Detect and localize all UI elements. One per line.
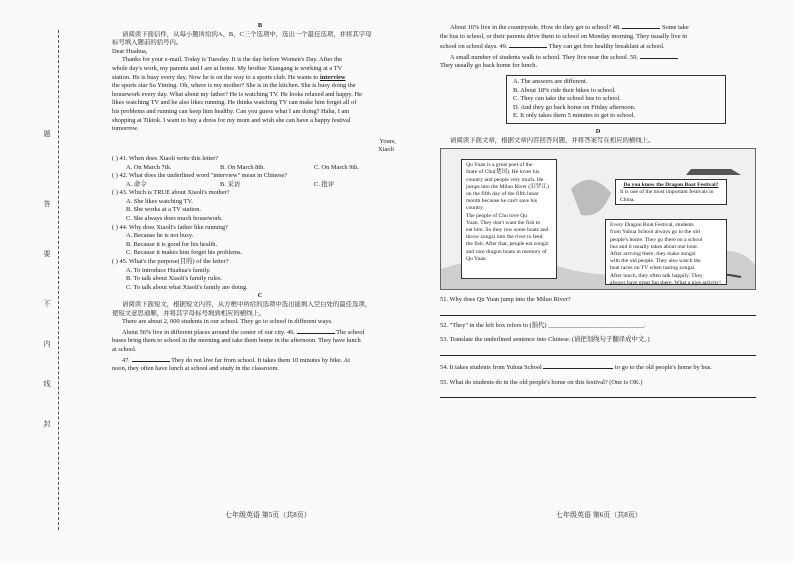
passage-c-cont: A small number of students walk to school. They live near the school. 50. — [440, 52, 756, 63]
instruction-d: 请阅读下面文章，根据文章内容回答问题，并将答案写在相应的横线上。 — [450, 136, 655, 144]
box-line: on the fifth day of the fifth lunar — [466, 190, 539, 197]
letter-line: housework every day. What about my father? He is watching TV. He looks relaxed and happy. He — [112, 90, 362, 98]
box-line: month because he can't save his — [466, 198, 538, 205]
option-box — [506, 75, 726, 124]
letter-line: tomorrow. — [112, 125, 139, 133]
box-line: eat him. So they row some boats and — [466, 226, 549, 233]
dragon-boat-illustration — [440, 148, 756, 290]
option-item: A. The answers are different. — [513, 77, 588, 85]
question-53: 53. Translate the underlined sentence into Chinese. (请把划线句子翻译成中文。) — [440, 336, 650, 344]
box-line: Yuan. They don't want the fish to — [466, 219, 541, 226]
option: B. Because it is good for his health. — [126, 240, 218, 248]
options-41: A. On March 7th. B. On March 8th. C. On March 9th. — [126, 163, 359, 171]
letter-line: likes watching TV and he also likes running. He thinks watching TV can make him forget all of — [112, 99, 357, 107]
box-line: the fish. After that, people eat zongzi — [466, 241, 549, 248]
letter-line: the sports star Su Yiming. Oh, where is my mother? She is in the kitchen. She is busy doing the — [112, 82, 356, 90]
festival-text-box — [605, 219, 727, 285]
box-line: and race dragon boats in memory of — [466, 248, 547, 255]
right-column — [440, 22, 756, 404]
letter-signature: Xiaoli — [378, 146, 394, 154]
passage-c-line: About 56% live in different places around the center of our city. 46. The school — [122, 328, 365, 336]
dragon-boat-title-box — [615, 179, 727, 205]
box-line: boat races on TV when tasting zongzi. — [610, 265, 696, 272]
blank-48[interactable] — [622, 22, 660, 29]
box-line: Every Dragon Boat Festival, students — [610, 222, 694, 229]
qu-yuan-text-box — [461, 159, 557, 279]
letter-line: station. He is busy every day. Now he is on the way to a sports club. He wants to interview — [112, 73, 346, 81]
box-line: bus and it usually takes about one hour. — [610, 243, 699, 250]
box-line: Qu Yuan. — [466, 255, 487, 262]
blank-47[interactable] — [132, 355, 170, 362]
question-51: 51. Why does Qu Yuan jump into the Miluo River? — [440, 296, 571, 304]
cut-line — [58, 30, 59, 530]
options-42: A. 命令 B. 采访 C. 批评 — [126, 180, 335, 188]
question-42: ( ) 42. What does the underlined word "interview" mean in Chinese? — [112, 172, 288, 180]
section-c-heading: C — [257, 292, 263, 300]
passage-c-cont: About 16% live in the countryside. How do they get to school? 48. Some take — [450, 24, 689, 31]
question-45: ( ) 45. What's the purpose(目的) of the letter? — [112, 258, 229, 266]
binding-label-5: 内 — [43, 340, 51, 347]
letter-salutation: Dear Huahua, — [112, 47, 148, 55]
option: A. Because he is not busy. — [126, 232, 194, 240]
question-41: ( ) 41. When does Xiaoli write this letter? — [112, 154, 219, 162]
passage-c-line: 47. They do not live far from school. It takes them 10 minutes by bike. At — [122, 356, 350, 364]
footer-left: 七年级英语 第5页（共8页） — [225, 511, 311, 519]
binding-label-4: 不 — [43, 300, 51, 307]
instruction-c-cont: 使短文意思通顺，并将其字母标号填到相应的横线上。 — [112, 309, 266, 317]
box-line: from Yuhua School always go to the old — [610, 229, 700, 236]
passage-c-line: at school. — [112, 345, 137, 353]
section-b-heading: B — [257, 22, 263, 29]
instruction-b: 请阅读下面信件，从每小题所给的A、B、C三个选项中，选出一个最佳选项，并将其字母 — [122, 30, 372, 38]
question-54: 54. It takes students from Yuhua School to go to the old people's home by bus. — [440, 363, 712, 371]
question-52: 52. "They" in the left box refers to (指代) ______________________________. — [440, 321, 646, 329]
answer-line-53[interactable] — [440, 348, 756, 356]
option: A. She likes watching TV. — [126, 197, 193, 205]
binding-label-7: 封 — [43, 420, 51, 427]
box-line: State of Chu(楚国). He loves his — [466, 169, 540, 176]
instruction-c: 请阅读下面短文，根据短文内容，从方框中所给的选项中选出能填入空白处的最佳选项， — [122, 301, 372, 308]
passage-c-line: buses bring them to school in the morning and take them home in the afternoon. They have lunch — [112, 337, 361, 345]
box-line: country and people very much. He — [466, 176, 544, 183]
box-line: with the old people. They also watch the — [610, 258, 701, 265]
option-item: B. About 18% ride their bikes to school. — [513, 86, 616, 94]
option-item: E. It only takes them 5 minutes to get to school. — [513, 112, 636, 120]
option-item: C. They can take the school bus to school. — [513, 95, 621, 103]
binding-margin — [38, 30, 80, 530]
blank-54[interactable] — [543, 362, 613, 369]
section-d-heading: D — [595, 127, 601, 135]
left-column — [112, 22, 408, 374]
letter-closing: Yours, — [379, 137, 396, 145]
box-line: people's home. They go there on a school — [610, 236, 703, 243]
binding-label-1: 题 — [43, 130, 51, 137]
answer-line-55[interactable] — [440, 390, 756, 398]
question-55: 55. What do students do in the old people's home on this festival? (One is OK.) — [440, 378, 643, 386]
option-item: D. And they go back home on Friday afternoon. — [513, 103, 636, 111]
option: C. She always does much housework. — [126, 215, 223, 223]
underlined-word: interview — [319, 73, 346, 81]
box-line: country. — [466, 205, 485, 212]
blank-46[interactable] — [297, 327, 335, 334]
passage-c-cont: They usually go back home for lunch. — [440, 62, 538, 70]
footer-right: 七年级英语 第6页（共8页） — [556, 511, 642, 519]
box-line: throw zongzi into the river to feed — [466, 234, 543, 241]
option: C. Because it makes him forget his problems. — [126, 249, 243, 257]
box-line: After arriving there, they make zongzi — [610, 250, 696, 257]
binding-label-2: 答 — [43, 200, 51, 207]
box-line: Qu Yuan is a great poet of the — [466, 162, 533, 169]
option: B. She works at a TV station. — [126, 206, 202, 214]
binding-label-3: 要 — [43, 250, 51, 257]
letter-body — [112, 56, 408, 133]
passage-c-cont: school on school days. 49. They can get free healthy breakfast at school. — [440, 43, 665, 51]
letter-line: shopping at Tiktok. I want to buy a dress for my mom and wish she can have a happy festival — [112, 116, 351, 124]
letter-line: Thanks for your e-mail. Today is Tuesday. It is the day before Women's Day. After the — [122, 56, 342, 64]
question-44: ( ) 44. Why does Xiaoli's father like running? — [112, 223, 228, 231]
passage-c-line: noon, they often have lunch at school and study in the classroom. — [112, 365, 280, 373]
answer-line-51[interactable] — [440, 308, 756, 316]
box-title: Do you know the Dragon Boat Festival? — [623, 182, 719, 189]
option: B. To talk about Xiaoli's family rules. — [126, 275, 223, 283]
box-line: After lunch, they often talk happily. They — [610, 272, 703, 279]
binding-label-6: 线 — [43, 380, 51, 387]
option: C. To talk about what Xiaoli's family are doing. — [126, 283, 248, 291]
instruction-b-cont: 标号填入题前的括号内。 — [112, 39, 183, 47]
box-line: jumps into the Miluo River (汨罗江) — [466, 183, 549, 190]
box-line: always have great fun there. What a nice activity! — [610, 279, 721, 286]
blank-50[interactable] — [640, 52, 678, 59]
box-line: The people of Chu love Qu — [466, 212, 528, 219]
option: A. To introduce Huahua's family. — [126, 266, 211, 274]
question-43: ( ) 43. Which is TRUE about Xiaoli's mother? — [112, 189, 230, 197]
letter-line: whole day's work, my parents and I are at home. My brother Xiangang is working at a TV — [112, 64, 343, 72]
letter-line: his problems and running can keep him healthy. Can you guess what I am doing? Haha, I am — [112, 107, 350, 115]
blank-49[interactable] — [509, 41, 547, 48]
passage-c-line: There are about 2, 000 students in our school. They go to school in different ways. — [122, 318, 333, 326]
box-line: It is one of the most important festivals in China. — [620, 189, 714, 203]
boat-icon — [686, 169, 741, 175]
passage-c-cont: the bus to school, or their parents drive them to school on Monday morning. They usually live in — [440, 32, 688, 40]
